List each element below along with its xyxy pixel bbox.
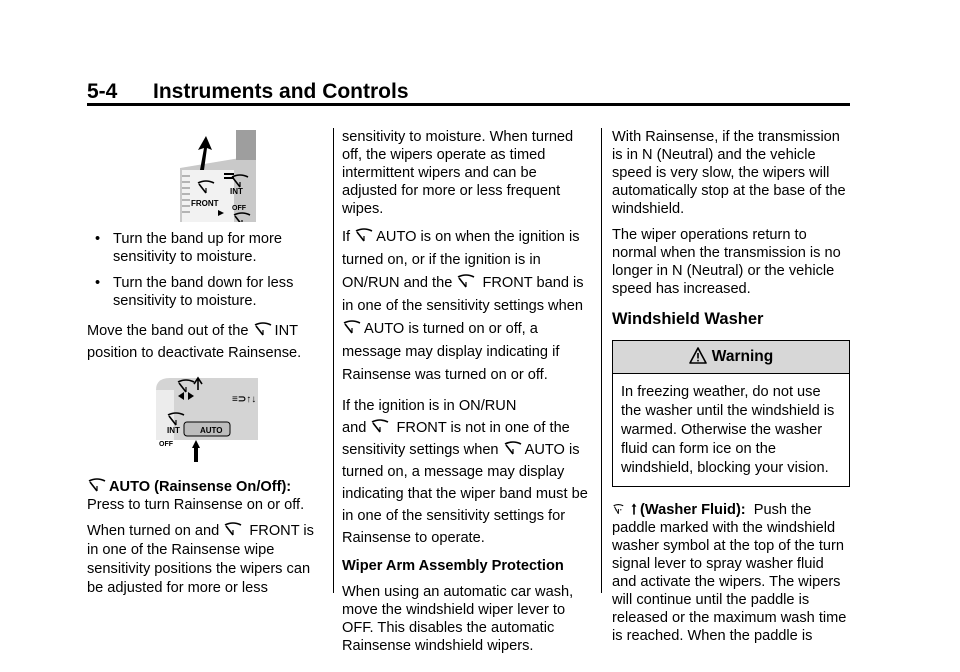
- paragraph: With Rainsense, if the transmission is in N (Neutral) and the vehicle speed is very slow, the wipers will automatically stop at the base of the windshield.: [612, 129, 846, 217]
- warning-box: [612, 340, 850, 487]
- column-1-bottom: [87, 478, 325, 606]
- bullet-item: • Turn the band up for more sensitivity to moisture.: [95, 231, 283, 265]
- auto-label: AUTO: [200, 426, 223, 435]
- column-divider-1: [333, 128, 334, 593]
- warning-header: Warning: [613, 341, 849, 374]
- wiper-auto-icon: [342, 320, 362, 336]
- page-number: 5-4: [87, 80, 118, 103]
- header-rule: [87, 103, 850, 106]
- wiper-front-icon: [223, 522, 243, 538]
- wiper-band-illustration: [160, 130, 260, 222]
- warning-triangle-icon: [689, 347, 707, 364]
- column-1-top: [87, 230, 325, 372]
- column-2: [342, 128, 590, 663]
- int-label: INT: [230, 187, 243, 196]
- page-header: [87, 80, 409, 104]
- front-label: FRONT: [191, 199, 219, 208]
- column-divider-2: [601, 128, 602, 593]
- column-3: [612, 128, 852, 653]
- section-heading: Windshield Washer: [612, 310, 764, 328]
- off-label: OFF: [232, 205, 246, 212]
- int-label-2: INT: [167, 426, 180, 435]
- wiper-auto-icon: [354, 228, 374, 244]
- wiper-front-icon: [456, 274, 476, 290]
- off-label-2: OFF: [159, 441, 173, 448]
- paragraph: sensitivity to moisture. When turned off, the wipers operate as timed intermittent wipers and can be adjusted for more or less frequent wipes.: [342, 129, 574, 217]
- auto-paragraph: AUTO (Rainsense On/Off): Press to turn Rainsense on or off.: [87, 479, 305, 513]
- warning-text: In freezing weather, do not use the washer until the windshield is warmed. Otherwise the washer fluid can form ice on the windshield, blocking your vision.: [621, 384, 835, 476]
- paragraph: When using an automatic car wash, move the windshield wiper lever to OFF. This disables the automatic Rainsense windshield wipers.: [342, 584, 574, 654]
- when-paragraph: When turned on and FRONT is in one of the Rainsense wipe sensitivity positions the wipers can be adjusted for more or less: [87, 523, 314, 596]
- svg-text:≡⊃↑↓: ≡⊃↑↓: [232, 394, 257, 405]
- washer-fluid-icon: [612, 501, 628, 517]
- washer-paragraph: (Washer Fluid): Push the paddle marked with the windshield washer symbol at the top of the turn signal lever to spray washer fluid and activate the wipers. The wipers will continue until the paddle is released or the maximum wash time is reached. When the paddle is: [612, 502, 847, 644]
- wiper-auto-icon: [503, 441, 523, 457]
- wiper-auto-icon: [87, 478, 107, 494]
- section-title: Instruments and Controls: [153, 80, 409, 103]
- up-arrow-icon: [630, 501, 638, 517]
- bullet-item: • Turn the band down for less sensitivity to moisture.: [95, 275, 294, 309]
- deactivate-paragraph: Move the band out of the INT position to deactivate Rainsense.: [87, 323, 302, 361]
- wiper-front-icon: [370, 419, 390, 435]
- paragraph: The wiper operations return to normal when the transmission is no longer in N (Neutral) or the vehicle speed has increased.: [612, 227, 841, 297]
- rainsense-message-paragraph: If AUTO is on when the ignition is turned on, or if the ignition is in ON/RUN and the FRONT band is in one of the sensitivity settings when AUTO is turned on or off, a message may display indicating if Rainsense was turned on or off.: [342, 229, 584, 383]
- subheading: Wiper Arm Assembly Protection: [342, 558, 564, 574]
- auto-button-illustration: [150, 370, 262, 462]
- wiper-int-icon: [253, 322, 273, 338]
- ignition-paragraph: If the ignition is in ON/RUN and FRONT is not in one of the sensitivity settings when AUTO is turned on, a message may display indicating that the wiper band must be in one of the sensitivity settings for Rainsense to operate.: [342, 398, 588, 546]
